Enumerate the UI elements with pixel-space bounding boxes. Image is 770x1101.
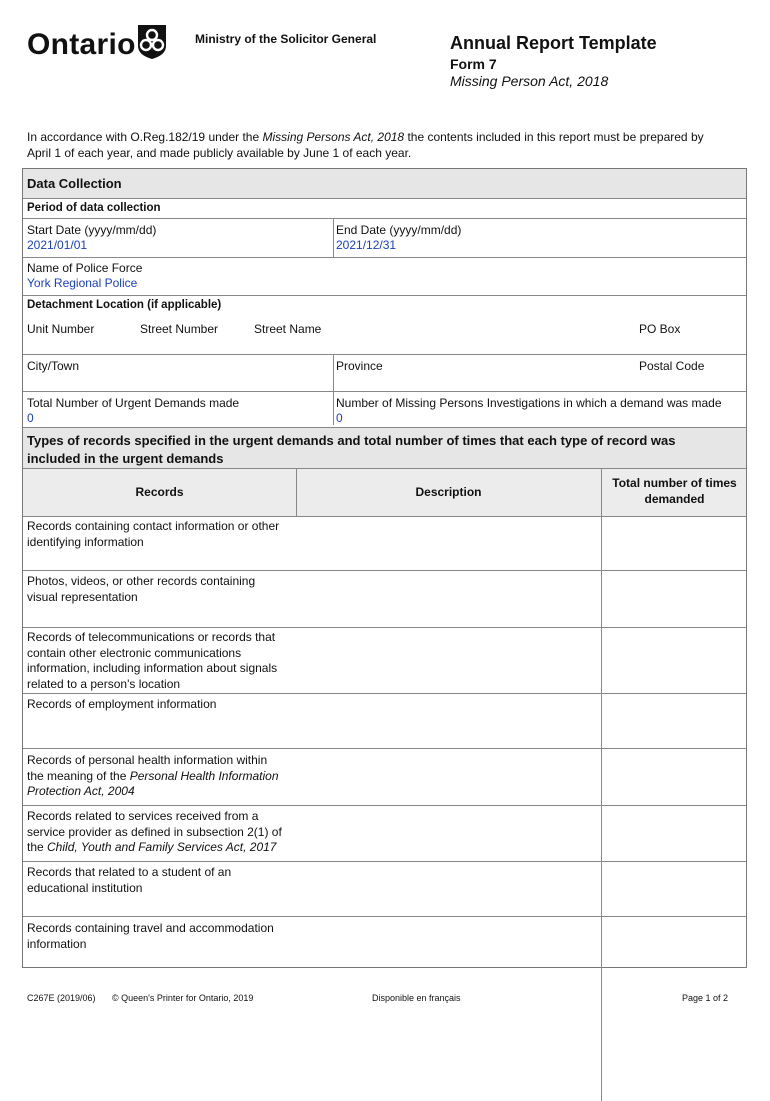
unit-number-field[interactable]: Unit Number [27, 322, 95, 336]
table-row: Records containing travel and accommodation information [27, 921, 274, 951]
table-row: Records that related to a student of an educational institution [27, 865, 232, 895]
copyright: © Queen's Printer for Ontario, 2019 [112, 993, 254, 1003]
table-row: Records of personal health information within the meaning of the Personal Health Information Protection Act, 2004 [27, 753, 279, 798]
detachment-label: Detachment Location (if applicable) [27, 299, 222, 311]
document-title: Annual Report Template [450, 33, 657, 53]
col-total-header-line2: demanded [644, 492, 705, 506]
ontario-trillium-icon [134, 22, 170, 60]
investigations-label: Number of Missing Persons Investigations in which a demand was made [336, 396, 722, 410]
po-box-field[interactable]: PO Box [639, 322, 681, 336]
col-total-header-line1: Total number of times [612, 476, 737, 490]
table-row: Records related to services received from a service provider as defined in subsection 2(1) of the Child, Youth and Family Services Act, 2017 [27, 809, 282, 854]
table-row: Photos, videos, or other records containing visual representation [27, 574, 256, 604]
province-field[interactable]: Province [336, 359, 383, 373]
french-availability: Disponible en français [372, 993, 461, 1003]
investigations-field[interactable]: 0 [336, 411, 343, 425]
form-number: Form 7 [450, 56, 497, 72]
postal-code-field[interactable]: Postal Code [639, 359, 705, 373]
table-row: Records of employment information [27, 697, 217, 711]
street-number-field[interactable]: Street Number [140, 322, 219, 336]
intro-text: In accordance with O.Reg.182/19 under the Missing Persons Act, 2018 the contents included in this report must be prepared by April 1 of each year, and made publicly available by June 1 of each year. [27, 130, 704, 160]
records-heading-line2: included in the urgent demands [27, 451, 224, 466]
page-number: Page 1 of 2 [682, 993, 729, 1003]
records-heading-line1: Types of records specified in the urgent demands and total number of times that each type of record was [27, 433, 676, 448]
table-row: Records of telecommunications or records that contain other electronic communications information, including information about signals related to a person's location [27, 630, 278, 691]
ministry-name: Ministry of the Solicitor General [195, 32, 377, 46]
report-form [22, 168, 747, 968]
form-code: C267E (2019/06) [27, 993, 96, 1003]
urgent-demands-label: Total Number of Urgent Demands made [27, 396, 240, 410]
col-description-header: Description [415, 485, 482, 499]
urgent-demands-field[interactable]: 0 [27, 411, 34, 425]
ontario-logo-text: Ontario [27, 28, 136, 61]
police-force-field[interactable]: York Regional Police [27, 276, 138, 290]
end-date-label: End Date (yyyy/mm/dd) [336, 223, 462, 237]
end-date-field[interactable]: 2021/12/31 [336, 238, 397, 252]
street-name-field[interactable]: Street Name [254, 322, 322, 336]
data-collection-header [23, 169, 746, 198]
police-force-label: Name of Police Force [27, 261, 143, 275]
start-date-field[interactable]: 2021/01/01 [27, 238, 88, 252]
col-records-header: Records [135, 485, 184, 499]
act-name: Missing Person Act, 2018 [450, 73, 609, 89]
city-field[interactable]: City/Town [27, 359, 80, 373]
table-row: Records containing contact information or other identifying information [27, 519, 280, 549]
data-collection-title: Data Collection [27, 176, 122, 191]
start-date-label: Start Date (yyyy/mm/dd) [27, 223, 157, 237]
period-label: Period of data collection [27, 202, 161, 214]
